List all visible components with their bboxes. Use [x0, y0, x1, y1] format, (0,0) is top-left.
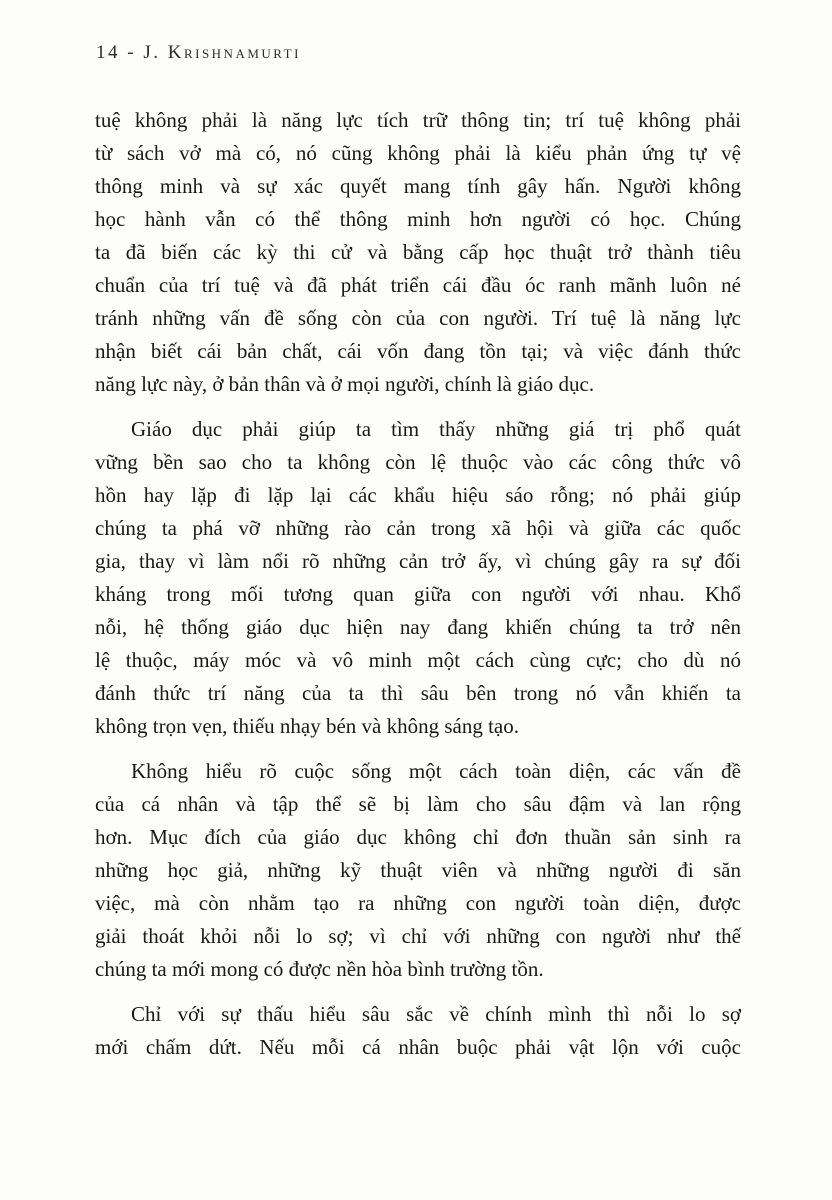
paragraph: [95, 413, 741, 743]
text-line: từ sách vở mà có, nó cũng không phải là kiểu phản ứng tự vệ: [95, 141, 741, 165]
paragraph: [95, 998, 741, 1064]
text-line: những học giả, những kỹ thuật viên và những người đi săn: [95, 858, 741, 882]
text-line: gia, thay vì làm nổi rõ những cản trở ấy, vì chúng gây ra sự đối: [95, 549, 741, 573]
text-line: vững bền sao cho ta không còn lệ thuộc vào các công thức vô: [95, 450, 741, 474]
text-line: đánh thức trí năng của ta thì sâu bên trong nó vẫn khiến ta: [95, 681, 741, 705]
text-line: của cá nhân và tập thể sẽ bị làm cho sâu đậm và lan rộng: [95, 792, 741, 816]
text-line: việc, mà còn nhằm tạo ra những con người toàn diện, được: [95, 891, 741, 915]
text-line: nỗi, hệ thống giáo dục hiện nay đang khiến chúng ta trở nên: [95, 615, 741, 639]
paragraph: [95, 104, 741, 401]
text-line: học hành vẫn có thể thông minh hơn người có học. Chúng: [95, 207, 741, 231]
text-line: Giáo dục phải giúp ta tìm thấy những giá trị phổ quát: [131, 417, 741, 441]
text-line: giải thoát khỏi nỗi lo sợ; vì chỉ với những con người như thế: [95, 924, 741, 948]
text-line: năng lực này, ở bản thân và ở mọi người, chính là giáo dục.: [95, 372, 595, 396]
text-line: chúng ta mới mong có được nền hòa bình trường tồn.: [95, 957, 544, 981]
text-line: chuẩn của trí tuệ và đã phát triển cái đầu óc ranh mãnh luôn né: [95, 273, 741, 297]
text-line: tránh những vấn đề sống còn của con người. Trí tuệ là năng lực: [95, 306, 741, 330]
text-line: nhận biết cái bản chất, cái vốn đang tồn tại; và việc đánh thức: [95, 339, 741, 363]
text-line: thông minh và sự xác quyết mang tính gây hấn. Người không: [95, 174, 741, 198]
text-line: kháng trong mối tương quan giữa con người với nhau. Khổ: [95, 582, 741, 606]
text-line: ta đã biến các kỳ thi cử và bằng cấp học thuật trở thành tiêu: [95, 240, 741, 264]
text-line: hồn hay lặp đi lặp lại các khẩu hiệu sáo rỗng; nó phải giúp: [95, 483, 741, 507]
page-body: [95, 104, 741, 1076]
running-header-text: 14 - J. Krishnamurti: [96, 42, 301, 63]
running-header: [96, 42, 301, 64]
text-line: Không hiểu rõ cuộc sống một cách toàn diện, các vấn đề: [131, 759, 741, 783]
text-line: Chỉ với sự thấu hiểu sâu sắc về chính mình thì nỗi lo sợ: [131, 1002, 741, 1026]
paragraph: [95, 755, 741, 986]
text-line: mới chấm dứt. Nếu mỗi cá nhân buộc phải vật lộn với cuộc: [95, 1035, 741, 1059]
text-line: không trọn vẹn, thiếu nhạy bén và không sáng tạo.: [95, 714, 519, 738]
text-line: tuệ không phải là năng lực tích trữ thông tin; trí tuệ không phải: [95, 108, 741, 132]
text-line: hơn. Mục đích của giáo dục không chỉ đơn thuần sản sinh ra: [95, 825, 741, 849]
text-line: lệ thuộc, máy móc và vô minh một cách cùng cực; cho dù nó: [95, 648, 741, 672]
text-line: chúng ta phá vỡ những rào cản trong xã hội và giữa các quốc: [95, 516, 741, 540]
